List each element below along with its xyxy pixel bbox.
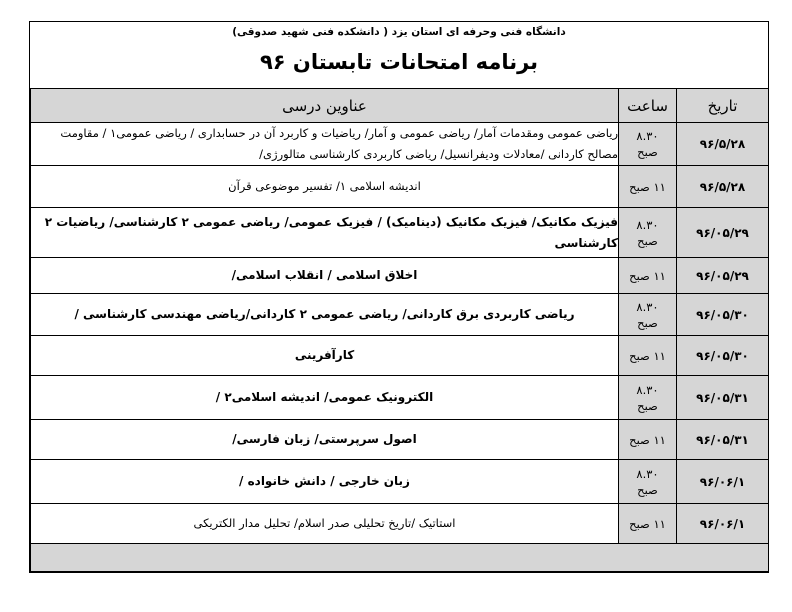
table-row [31,294,769,336]
exam-schedule-sheet [29,21,769,573]
table-row [31,336,769,376]
exam-time [619,460,677,504]
exam-time [619,123,677,166]
exam-date: ۹۶/۰۵/۲۹ [677,208,769,258]
exam-date: ۹۶/۰۵/۳۰ [677,336,769,376]
time-period: صبح [637,233,658,248]
exam-time [619,258,677,294]
table-row [31,504,769,544]
time-value: ۸.۳۰ [636,129,659,143]
table-footer-row [31,544,769,572]
exam-subjects: ریاضی کاربردی برق کاردانی/ ریاضی عمومی ۲ کاردانی/ریاضی مهندسی کارشناسی / [31,294,619,336]
table-row [31,166,769,208]
column-header-subjects: عناوین درسی [31,89,619,123]
exam-time [619,336,677,376]
exam-subjects: فیزیک مکانیک/ فیزیک مکانیک (دینامیک) / فیزیک عمومی/ ریاضی عمومی ۲ کارشناسی/ ریاضیات ۲ کارشناسی [31,208,619,258]
time-value: ۱۱ صبح [629,268,666,283]
exam-date: ۹۶/۵/۲۸ [677,123,769,166]
sheet-header [30,22,768,88]
exam-subjects: الکترونیک عمومی/ اندیشه اسلامی۲ / [31,376,619,420]
exam-date: ۹۶/۰۵/۳۱ [677,376,769,420]
university-name: دانشگاه فنی وحرفه ای استان یزد ( دانشکده فنی شهید صدوقی) [232,26,566,38]
exam-subjects: زبان خارجی / دانش خانواده / [31,460,619,504]
table-footer [31,544,769,572]
table-row [31,123,769,166]
time-value: ۱۱ صبح [629,348,666,363]
time-value: ۸.۳۰ [636,217,659,232]
exam-date: ۹۶/۰۶/۱ [677,504,769,544]
time-value: ۸.۳۰ [636,299,659,314]
exam-date: ۹۶/۰۶/۱ [677,460,769,504]
exam-subjects: ریاضی عمومی ومقدمات آمار/ ریاضی عمومی و آمار/ ریاضیات و کاربرد آن در حسابداری / ریاضی عمومی۱ / مقاومت مصالح کاردانی /معادلات ودیفرانسیل/ ریاضی کاربردی کارشناسی متالورژی/ [31,123,619,166]
table-row [31,420,769,460]
time-value: ۱۱ صبح [629,432,666,447]
page-title: برنامه امتحانات تابستان ۹۶ [259,50,539,74]
exam-subjects: اصول سرپرستی/ زبان فارسی/ [31,420,619,460]
time-period: صبح [637,482,658,497]
exam-time [619,420,677,460]
exam-table [30,88,769,572]
table-row [31,376,769,420]
exam-date: ۹۶/۰۵/۲۹ [677,258,769,294]
exam-subjects: اندیشه اسلامی ۱/ تفسیر موضوعی قرآن [31,166,619,208]
exam-subjects: کارآفرینی [31,336,619,376]
column-header-time: ساعت [619,89,677,123]
exam-time [619,376,677,420]
column-header-date: تاریخ [677,89,769,123]
exam-time [619,504,677,544]
time-period: صبح [637,315,658,330]
time-period: صبح [637,145,658,159]
exam-date: ۹۶/۵/۲۸ [677,166,769,208]
table-row [31,258,769,294]
exam-time [619,208,677,258]
time-value: ۱۱ صبح [629,516,666,531]
exam-subjects: استاتیک /تاریخ تحلیلی صدر اسلام/ تحلیل مدار الکتریکی [31,504,619,544]
exam-date: ۹۶/۰۵/۳۰ [677,294,769,336]
table-row [31,208,769,258]
time-value: ۸.۳۰ [636,466,659,481]
exam-date: ۹۶/۰۵/۳۱ [677,420,769,460]
table-header-row [31,89,769,123]
time-period: صبح [637,398,658,413]
time-value: ۱۱ صبح [629,179,666,194]
table-row [31,460,769,504]
time-value: ۸.۳۰ [636,382,659,397]
exam-subjects: اخلاق اسلامی / انقلاب اسلامی/ [31,258,619,294]
exam-time [619,294,677,336]
exam-time [619,166,677,208]
